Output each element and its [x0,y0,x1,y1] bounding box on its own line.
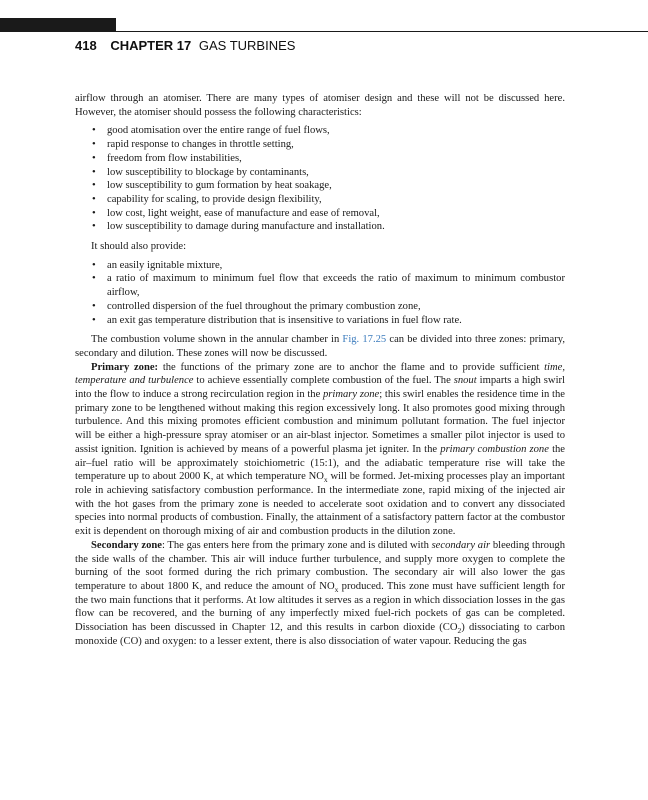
page-number: 418 [75,38,97,53]
list-item: • controlled dispersion of the fuel throughout the primary combustion zone, [75,300,565,314]
list-item: • an easily ignitable mixture, [75,259,565,273]
list-item: • an exit gas temperature distribution that is insensitive to variations in fuel flow rate. [75,314,565,328]
list-item: • a ratio of maximum to minimum fuel flow that exceeds the ratio of maximum to minimum combustor airflow, [75,272,565,299]
secondary-zone-paragraph: Secondary zone: The gas enters here from the primary zone and is diluted with secondary air bleeding through the side walls of the chamber. This air will induce further turbulence, and supply more oxygen to complete the burning of the soot formed during the rich primary combustion. The secondary air will also lower the gas temperature to about 1800 K, and reduce the amount of $NO_x$ produced. This zone must have sufficient length for the two main functions that it performs. At low altitudes it serves as a region in which dissociation losses in the gas flow can be recovered, and the burning of any imperfectly mixed fuel-rich pockets of gas can be completed. Dissociation has been discussed in Chapter 12, and this results in carbon dioxide $(CO_2)$ dissociating to carbon monoxide (CO) and oxygen: to a lesser extent, there is also dissociation of water vapour. Reducing the gas [75,539,565,647]
body-text [75,92,565,648]
list-item: • low susceptibility to blockage by contaminants, [75,166,565,180]
intro-paragraph: airflow through an atomiser. There are many types of atomiser design and these will not be discussed here. However, the atomiser should possess the following characteristics: [75,93,565,118]
primary-zone-paragraph: Primary zone: the functions of the primary zone are to anchor the flame and to provide sufficient time, temperature and turbulence to achieve essentially complete combustion of the fuel. The snout imparts a high swirl into the flow to induce a strong recirculation region in the primary zone; this swirl enables the residence time in the primary zone to be lengthened without making this region excessively long. It also promotes good mixing through turbulence. And this mixing promotes efficient combustion and minimum pollutant formation. The fuel injector will be either a high-pressure spray atomiser or an air-blast injector. Sometimes a smaller pilot injector is used to assist ignition. Ignition is achieved by means of a powerful plasma jet igniter. In the primary combustion zone the air–fuel ratio will be approximately stoichiometric (15:1), and the adiabatic temperature rise will take the temperature up to about 2000 K, at which temperature $NO_x$ will be formed. Jet-mixing processes play an important role in achieving satisfactory combustion performance. In the intermediate zone, rapid mixing of the injected air with the hot gases from the primary zone is needed to accelerate soot oxidation and to convert any dissociated species into normal products of combustion. Finally, the attainment of a satisfactory pattern factor at the combustor exit is dependent on thorough mixing of air and combustion products in the dilution zone. [75,361,566,538]
list-item: • freedom from flow instabilities, [75,152,565,166]
chapter-title: GAS TURBINES [198,38,296,53]
provisions-list [75,259,565,328]
list-item: • low cost, light weight, ease of manufacture and ease of removal, [75,207,565,221]
list-item: • good atomisation over the entire range of fuel flows, [75,124,565,138]
running-header [75,38,295,53]
zones-paragraph: The combustion volume shown in the annular chamber in Fig. 17.25 can be divided into three zones: primary, secondary and dilution. These zones will now be discussed. [75,334,565,359]
list-item: • low susceptibility to gum formation by heat soakage, [75,179,565,193]
figure-link[interactable]: Fig. 17.25 [342,334,387,346]
primary-zone-heading: Primary zone: [91,361,159,373]
provide-lead: It should also provide: [91,241,187,253]
list-item: • rapid response to changes in throttle setting, [75,138,565,152]
characteristics-list [75,124,565,234]
list-item: • capability for scaling, to provide design flexibility, [75,193,565,207]
list-item: • low susceptibility to damage during manufacture and installation. [75,220,565,234]
secondary-zone-heading: Secondary zone [91,539,162,551]
header-rule [0,31,648,32]
chapter-label: CHAPTER 17 [110,38,192,53]
header-bar [0,18,116,31]
